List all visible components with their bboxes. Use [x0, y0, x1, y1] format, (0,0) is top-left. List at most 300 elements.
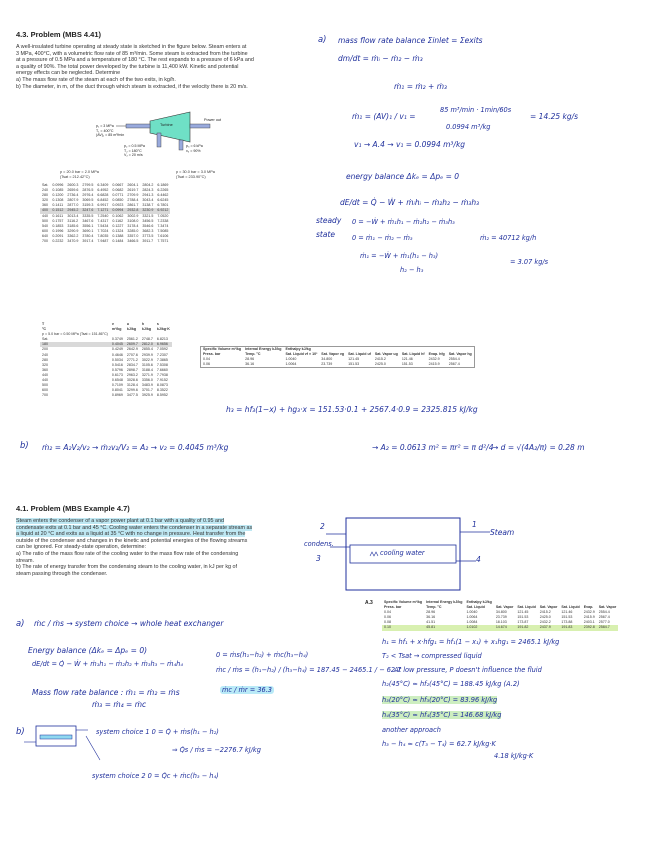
node-2: 2 — [320, 522, 325, 531]
hw-mass-sum: ṁ₁ = ṁ₂ + ṁ₃ — [394, 82, 448, 91]
table-cell: 7.0592 — [156, 347, 168, 352]
table-cell: Specific Volume m³/kg — [384, 600, 423, 604]
table-cell: 3299.6 — [126, 388, 138, 393]
table-cell: 0.2232 — [52, 239, 64, 244]
table-cell: 360 — [42, 203, 48, 208]
hw2-h3: h₃(20°C) ≈ hf₃(20°C) = 83.96 kJ/kg — [382, 696, 498, 704]
statement-line: outside of the condenser and changes in the kinetic and potential energies of the flowing streams — [16, 537, 248, 544]
table-cell: 34.800 — [495, 610, 507, 615]
hw-b-line: ṁ₂ = A₂V₂/v₂ → ṁ₂v₂/V₂ = A₂ → v₂ = 0.4045 m³/kg — [42, 443, 229, 452]
table-cell: 2861.7 — [127, 203, 139, 208]
statement-line: a liquid at 20 °C and exits as a liquid at 35 °C with no change in pressure. Heat transfer from the — [16, 531, 246, 538]
table-cell: 180 — [40, 342, 110, 347]
hw2-another-c: 4.18 kJ/kg·K — [494, 752, 534, 760]
table-cell: 700 — [42, 239, 48, 244]
problem2-title: 4.1. Problem (MBS Example 4.7) — [16, 504, 130, 513]
statement-line: Steam enters the condenser of a vapor power plant at 0.1 bar with a quality of 0.95 and — [16, 518, 224, 524]
table-cell: 2945.2 — [67, 208, 79, 213]
table-cell: 2807.9 — [67, 198, 79, 203]
cooling-water-label: cooling water — [380, 549, 425, 557]
table-cell: 2584.7 — [597, 625, 619, 630]
table-cell: 2976.4 — [82, 193, 94, 198]
table-cell: 3178.4 — [127, 223, 139, 228]
hw2-another-eq: h₃ − h₄ ≈ c(T₃ − T₄) = 62.7 kJ/kg·K — [382, 740, 496, 748]
table-cell: 7.6106 — [157, 233, 169, 238]
table-cell: 600 — [42, 388, 48, 393]
table-cell: 8.0873 — [156, 383, 168, 388]
hw2-a-label: a) — [16, 618, 25, 628]
table-cell: p = 5.0 bar = 0.50 MPa (Tsat = 151.86°C) — [42, 332, 108, 337]
table-cell: 3043.4 — [142, 198, 154, 203]
hw-energy-title: energy balance Δkₑ = Δpₑ = 0 — [346, 172, 460, 181]
table-cell: Sat. Vapor ug — [374, 352, 398, 357]
statement-line: b) The rate of energy transfer from the condensing steam to the cooling water, in kJ per kg of — [16, 564, 238, 571]
table-cell: 2932.8 — [127, 208, 139, 213]
hw-v1: v₁ → A.4 → v₁ = 0.0994 m³/kg — [354, 140, 466, 149]
table-cell: Enthalpy kJ/kg — [285, 347, 311, 351]
table-cell: 6.1869 — [157, 183, 169, 187]
table-cell: 400 — [40, 208, 50, 213]
hw2-another: another approach — [382, 726, 441, 734]
table-cell: 440 — [42, 378, 48, 383]
table-cell: 3069.5 — [82, 198, 94, 203]
table-cell: 280 — [42, 357, 48, 362]
table-cell: 3028.6 — [126, 378, 138, 383]
table-cell: 640 — [42, 233, 48, 238]
table-cell: 14.674 — [494, 625, 516, 630]
table-cell: 0.5034 — [111, 357, 123, 362]
table-cell: 121.46 — [561, 610, 573, 615]
table-cell: 200 — [42, 347, 48, 352]
table-cell: 0.7109 — [111, 383, 123, 388]
table-cell: 3466.5 — [127, 239, 139, 244]
table-cell: 500 — [42, 218, 48, 223]
table-cell: Internal Energy kJ/kg — [245, 347, 282, 351]
table-cell: 0.1085 — [52, 188, 64, 193]
table-cell: m³/kg — [111, 327, 122, 332]
table-cell: 2437.9 — [538, 625, 560, 630]
table-cell: 2804.2 — [142, 183, 154, 187]
table-cell: 3362.2 — [67, 233, 79, 238]
table-cell: 7.2540 — [97, 213, 109, 218]
table-cell: 3556.1 — [82, 223, 94, 228]
table-cell: 7.9487 — [97, 239, 109, 244]
table-cell: 2834.7 — [126, 362, 138, 367]
problem1-title: 4.3. Problem (MBS 4.41) — [16, 30, 102, 39]
table-cell: 7.2338 — [157, 218, 169, 223]
node-3: 3 — [316, 554, 321, 563]
table-cell: 8.3522 — [156, 388, 168, 393]
table-cell: 2415.9 — [583, 615, 595, 620]
table-cell: 0.1611 — [52, 213, 64, 218]
node-4: 4 — [476, 555, 481, 564]
table-cell: 2824.3 — [142, 188, 154, 193]
statement-line: stream. — [16, 557, 34, 564]
table-cell: 0.06 — [384, 615, 391, 620]
hw2-h1: h₁ = hf₁ + x·hfg₁ = hf₁(1 − x₁) + x₁hg₁ = 2465.1 kJ/kg — [382, 638, 560, 646]
table-cell: 3108.0 — [127, 218, 139, 223]
table-cell: 7.4317 — [97, 218, 109, 223]
table-cell: 2425.0 — [539, 615, 551, 620]
table-cell: 3690.1 — [82, 228, 94, 233]
table-cell: 0.10 — [382, 625, 424, 630]
hw2-ratio-choice: ṁc / ṁs → system choice → whole heat exchanger — [34, 619, 224, 628]
hw2-zero-line: 0 = ṁs(h₁−h₂) + ṁc(h₃−h₄) — [216, 651, 309, 659]
table-cell: 3477.5 — [126, 393, 138, 398]
table-cell: 240 — [42, 352, 48, 357]
hw2-energy-eq: dE/dt = Q̇ − Ẇ + ṁ₁h₁ − ṁ₂h₂ + ṁ₃h₃ − ṁ₄h₄ — [32, 660, 183, 668]
hw2-h2: h₂(45°C) ≈ hf₂(45°C) = 188.45 kJ/kg (A.2) — [382, 680, 520, 688]
table-cell: 2403.1 — [583, 620, 595, 625]
table-cell: 3911.7 — [142, 239, 154, 244]
table-cell: 6.9917 — [97, 203, 109, 208]
statement-line: at a pressure of 0.5 MPa and a temperature of 180 °C. The rest expands to a pressure of 6 kPa and — [16, 57, 254, 64]
table-cell: 191.82 — [515, 625, 537, 630]
table-cell: 7.9152 — [156, 378, 168, 383]
table-cell: 0.06 — [203, 362, 210, 367]
hw-sys3: ṁ₁ = −Ẇ + ṁ₁(h₁ − h₃) — [360, 252, 439, 260]
table-cell: 2432.9 — [583, 610, 595, 615]
table-cell: 28.96 — [245, 357, 255, 362]
hw2-t2: T₂ < Tsat → compressed liquid — [382, 652, 482, 660]
table-cell: 2432.9 — [428, 357, 440, 362]
table-cell: 440 — [42, 372, 48, 377]
table-cell: 41.51 — [426, 620, 436, 625]
table-cell: 2771.2 — [126, 357, 138, 362]
table-cell: 700 — [42, 393, 48, 398]
table-cell: 1.0084 — [466, 620, 478, 625]
table-cell: 6.9656 — [155, 342, 172, 347]
table-cell: Sat. Liquid hf — [401, 352, 425, 357]
table-cell: 6.8213 — [156, 337, 168, 342]
table-cell: 500 — [42, 383, 48, 388]
table-cell: 7.5434 — [97, 223, 109, 228]
hw-m1-denom: 0.0994 m³/kg — [446, 123, 491, 131]
table-cell: 1.0064 — [285, 362, 297, 367]
hw-mass-eq: dm/dt = ṁᵢ − ṁ₂ − ṁ₃ — [338, 54, 423, 63]
table-cell: 2619.7 — [127, 188, 139, 193]
table-cell: 151.53 — [561, 615, 573, 620]
hw-h3: h₃ = hf₃(1−x) + hg₃·x = 151.53·0.1 + 2567.4·0.9 = 2325.815 kJ/kg — [226, 405, 478, 414]
hw-b-label: b) — [20, 440, 29, 450]
table-cell: 6.4462 — [157, 193, 169, 198]
table-cell: kJ/kg — [141, 327, 152, 332]
hw2-h4: h₄(35°C) ≈ hf₄(35°C) = 146.68 kJ/kg — [382, 711, 502, 719]
table-cell: 2415.2 — [539, 610, 551, 615]
table-cell: 3138.7 — [142, 203, 154, 208]
table-cell: kJ/kg·K — [156, 327, 170, 332]
table-cell: 3271.9 — [141, 372, 153, 377]
table-cell: 2709.9 — [127, 193, 139, 198]
table-cell: 3022.9 — [141, 357, 153, 362]
statement-line: steam passing through the condenser. — [16, 570, 108, 577]
table-cell: 0.3749 — [111, 337, 123, 342]
table-cell: Evap. hfg — [428, 352, 445, 357]
table-cell: 2554.4 — [598, 610, 610, 615]
hw-sys-m2: ṁ₂ = 40712 kg/h — [480, 234, 537, 242]
table-cell: Sat. Vapor — [495, 605, 514, 610]
table-cell: 191.83 — [559, 625, 581, 630]
statement-line: a) The mass flow rate of the steam at each of the two exits, in kg/h. — [16, 76, 176, 83]
table-cell: 173.88 — [561, 620, 573, 625]
table-cell: 7.7024 — [97, 228, 109, 233]
table-cell: 2939.9 — [141, 352, 153, 357]
condensate-label: condens. — [304, 540, 334, 548]
table-cell: 1.0040 — [466, 610, 478, 615]
table-cell: 320 — [42, 198, 48, 203]
table-cell: 2748.7 — [141, 337, 153, 342]
statement-line: 3 MPa, 400°C, with a volumetric flow rate of 85 m³/min. Some steam is extracted from the turbine — [16, 50, 248, 57]
table-cell: 360 — [42, 367, 48, 372]
table-cell: 121.45 — [348, 357, 360, 362]
table-cell: 6.9212 — [157, 208, 169, 213]
table-cell: 3917.4 — [82, 239, 94, 244]
table-cell: 3483.9 — [141, 383, 153, 388]
table-cell: 2898.7 — [126, 367, 138, 372]
table-cell: 0.1388 — [112, 233, 124, 238]
table-cell: 6.2265 — [157, 188, 169, 193]
hw-m1-numer: 85 m³/min · 1min/60s — [440, 106, 512, 114]
steam-label: Steam — [490, 528, 515, 537]
table-cell: 3105.6 — [141, 362, 153, 367]
table-cell: 540 — [42, 223, 48, 228]
table-cell: Sat. Vapor hg — [448, 352, 472, 357]
table-cell: 173.87 — [517, 620, 529, 625]
table-cell: 2554.4 — [448, 357, 460, 362]
table-cell: 2392.8 — [583, 625, 595, 630]
table-cell: 2600.3 — [67, 183, 79, 187]
hw2-b-choice1: system choice 1 0 = Q̇ + ṁs(h₁ − h₂) — [96, 728, 219, 736]
table-cell: 0.1200 — [52, 193, 64, 198]
table-cell: 7.5308 — [156, 362, 168, 367]
table-cell: 18.103 — [495, 620, 507, 625]
table-cell: 0.4045 — [111, 342, 123, 347]
hw-energy-eq: dE/dt = Q̇ − Ẇ + ṁᵢhᵢ − ṁ₂h₂ − ṁ₃h₃ — [340, 198, 480, 207]
table-cell: 0.0667 — [112, 183, 124, 187]
table-cell: 3290.9 — [67, 228, 79, 233]
table-cell: 7.3474 — [157, 223, 169, 228]
table-cell: 280 — [42, 193, 48, 198]
table-cell: 3185.6 — [67, 223, 79, 228]
table-cell: 2876.5 — [82, 188, 94, 193]
table-cell: 1.0064 — [466, 615, 478, 620]
table-cell: 2609.7 — [126, 342, 138, 347]
hw-sys3-denom: h₂ − h₃ — [400, 266, 424, 274]
table-cell: Press. bar — [384, 605, 402, 610]
table-cell: Press. bar — [203, 352, 221, 357]
table-cell: 0.1162 — [112, 218, 124, 223]
table-cell: 2877.0 — [67, 203, 79, 208]
table-cell: 0.6548 — [111, 378, 123, 383]
hw2-b-result: ⇒ Q̇s / ṁs = −2276.7 kJ/kg — [172, 746, 261, 754]
table-cell: Sat. — [42, 337, 49, 342]
table-cell: 7.6660 — [156, 367, 168, 372]
table-cell: h — [141, 322, 145, 326]
table-cell: u — [126, 322, 130, 326]
table-cell: 3470.9 — [67, 239, 79, 244]
table-cell: Temp. °C — [245, 352, 261, 357]
table-cell: 2415.9 — [428, 362, 440, 367]
hw-state: state — [316, 230, 335, 239]
statement-line: condensate exits at 0.1 bar and 45 °C. Cooling water enters the condenser in a separate stream as — [16, 524, 253, 531]
hw2-energy: Energy balance (Δkₑ = Δpₑ = 0) — [28, 646, 148, 655]
table-cell: 0.0682 — [112, 188, 124, 193]
table-top-right-header: p = 30.0 bar = 3.0 MPa (Tsat = 233.90°C) — [176, 170, 215, 179]
table-cell: 151.53 — [517, 615, 529, 620]
table-cell: 8.5952 — [156, 393, 168, 398]
table-cell: 3321.5 — [142, 213, 154, 218]
table-cell: 2642.9 — [126, 347, 138, 352]
table-cell: 3925.9 — [141, 393, 153, 398]
table-cell: 1.0102 — [464, 625, 493, 630]
table-cell: 7.1271 — [97, 208, 109, 213]
hw-sys2: 0 = ṁ₁ − ṁ₂ − ṁ₃ — [352, 234, 413, 242]
table-cell: 1.0040 — [285, 357, 297, 362]
table-cell: Evap. — [583, 605, 594, 610]
hw2-ratio: ṁc / ṁs = (h₁−h₂) / (h₃−h₄) = 187.45 − 2465.1 / − 62.7 — [216, 666, 402, 674]
table-cell: s — [156, 322, 159, 326]
table-cell: 7.5085 — [157, 228, 169, 233]
table-cell: Sat. — [42, 183, 49, 187]
table-cell: 36.16 — [245, 362, 255, 367]
table-cell: 7.3865 — [156, 357, 168, 362]
table-a3-title: A.3 — [365, 600, 373, 606]
table-cell: 0.1996 — [52, 228, 64, 233]
table-cell: 28.96 — [426, 610, 436, 615]
hw-m1-formula: ṁ₁ = (AV)₁ / v₁ = — [352, 112, 416, 121]
table-cell: 3013.4 — [67, 213, 79, 218]
table-cell: 0.1853 — [52, 223, 64, 228]
table-cell: 3335.5 — [82, 213, 94, 218]
table-cell: 440 — [42, 213, 48, 218]
table-cell: 6.4952 — [97, 188, 109, 193]
table-cell: 0.04 — [384, 610, 391, 615]
table-cell: 3002.9 — [127, 213, 139, 218]
table-cell: 0.1308 — [52, 198, 64, 203]
table-cell: 2941.3 — [142, 193, 154, 198]
table-cell: 6.8452 — [97, 198, 109, 203]
exit-conditions: p₃ = 6 kPa x₃ = 90% — [186, 144, 203, 153]
table-cell: 6.6245 — [157, 198, 169, 203]
hw-steady: steady — [316, 216, 342, 225]
table-cell: 7.2307 — [156, 352, 168, 357]
table-cell: 7.7938 — [156, 372, 168, 377]
hw-m1-result: = 14.25 kg/s — [530, 112, 579, 121]
table-cell: Sat. Vapor vg — [321, 352, 345, 357]
table-cell: 2577.0 — [598, 620, 610, 625]
table-cell: 6.3409 — [97, 183, 109, 187]
table-cell: 0.8041 — [111, 388, 123, 393]
table-cell: 3780.4 — [82, 233, 94, 238]
table-cell: 0.1411 — [52, 203, 64, 208]
table-cell: 3247.6 — [82, 208, 94, 213]
hw2-massflow: Mass flow rate balance : ṁ₁ = ṁ₂ = ṁs — [32, 688, 180, 697]
table-cell: 0.2091 — [52, 233, 64, 238]
statement-line: a) The ratio of the mass flow rate of the cooling water to the mass flow rate of the condensing — [16, 550, 239, 557]
table-top-left-header: p = 20.0 bar = 2.0 MPa (Tsat = 212.42°C) — [60, 170, 99, 179]
table-cell: 0.1324 — [112, 228, 124, 233]
table-cell: Temp. °C — [426, 605, 442, 610]
table-cell: 36.16 — [426, 615, 436, 620]
table-cell: 7.8035 — [97, 233, 109, 238]
table-cell: 45.81 — [424, 625, 464, 630]
table-cell: 3356.0 — [141, 378, 153, 383]
table-cell: 0.1062 — [112, 213, 124, 218]
table-cell: 7.7571 — [157, 239, 169, 244]
table-cell: 600 — [42, 228, 48, 233]
table-cell: 2736.4 — [67, 193, 79, 198]
table-cell: 0.1227 — [112, 223, 124, 228]
table-cell: 2659.6 — [67, 188, 79, 193]
table-cell: 34.800 — [321, 357, 333, 362]
table-cell: °C — [42, 327, 47, 332]
hw2-b-choice2: system choice 2 0 = Q̇c + ṁc(h₃ − h₄) — [92, 772, 219, 780]
table-cell: 3159.3 — [82, 203, 94, 208]
table-cell: 0.0850 — [112, 198, 124, 203]
table-cell: 2432.2 — [539, 620, 551, 625]
table-cell: 0.1757 — [52, 218, 64, 223]
table-cell: 121.45 — [517, 610, 529, 615]
table-cell: Specific Volume m³/kg — [203, 347, 242, 351]
table-cell: 2415.2 — [374, 357, 386, 362]
statement-line: energy effects can be neglected. Determine — [16, 70, 121, 77]
table-cell: 6.6828 — [97, 193, 109, 198]
table-cell: 2707.6 — [126, 352, 138, 357]
table-cell: 3456.5 — [142, 218, 154, 223]
table-cell: 0.04 — [203, 357, 210, 362]
inlet-conditions: p₁ = 3 MPa T₁ = 400°C (AV)₁ = 85 m³/min — [96, 124, 125, 138]
extract-conditions: p₂ = 0.5 MPa T₂ = 180°C V₂ = 20 m/s — [124, 144, 145, 158]
hw2-ratio-result: ṁc / ṁr = 36.3 — [222, 686, 272, 694]
table-cell: Sat. Liquid vf × 10³ — [285, 352, 318, 357]
table-cell: 2855.4 — [141, 347, 153, 352]
table-cell: 240 — [42, 188, 48, 193]
table-cell: 2604.1 — [127, 183, 139, 187]
table-cell: 23.739 — [321, 362, 333, 367]
table-cell: 2799.5 — [82, 183, 94, 187]
table-cell: 0.08 — [384, 620, 391, 625]
table-cell: Sat. Liquid — [466, 605, 485, 610]
turbine-label: Turbine — [160, 123, 173, 127]
table-cell: 0.0994 — [112, 208, 124, 213]
table-cell: 0.0996 — [52, 183, 64, 187]
hw-m3-result: = 3.07 kg/s — [510, 258, 549, 266]
table-cell: 2567.4 — [598, 615, 610, 620]
hw-mass-balance: mass flow rate balance Σinlet = Σexits — [338, 36, 483, 45]
table-cell: 151.53 — [401, 362, 413, 367]
table-cell: 2812.0 — [141, 342, 153, 347]
hw2-massflow2: ṁ₃ = ṁ₄ = ṁc — [92, 700, 147, 709]
hw-b-diameter: → d = √(4A₂/π) = 0.28 m — [492, 443, 585, 452]
table-cell: 2788.4 — [127, 198, 139, 203]
statement-line: a quality of 90%. The total power developed by the turbine is 11,400 kW. Kinetic and potential — [16, 63, 239, 70]
table-cell: 3682.3 — [142, 228, 154, 233]
table-cell: Internal Energy kJ/kg — [426, 600, 463, 604]
table-cell: 3773.5 — [142, 233, 154, 238]
table-cell: 0.6173 — [111, 372, 123, 377]
node-1: 1 — [472, 520, 477, 529]
table-cell: 0.4249 — [111, 347, 123, 352]
table-cell: 2963.2 — [126, 372, 138, 377]
table-cell: 7.0520 — [157, 213, 169, 218]
power-label: Power out — [204, 118, 222, 122]
table-cell: 320 — [42, 362, 48, 367]
table-cell: 3701.7 — [141, 388, 153, 393]
table-cell: 23.739 — [495, 615, 507, 620]
table-cell: Sat. Liquid — [561, 605, 580, 610]
table-cell: 3546.6 — [142, 223, 154, 228]
table-cell: 3230.9 — [142, 208, 154, 213]
